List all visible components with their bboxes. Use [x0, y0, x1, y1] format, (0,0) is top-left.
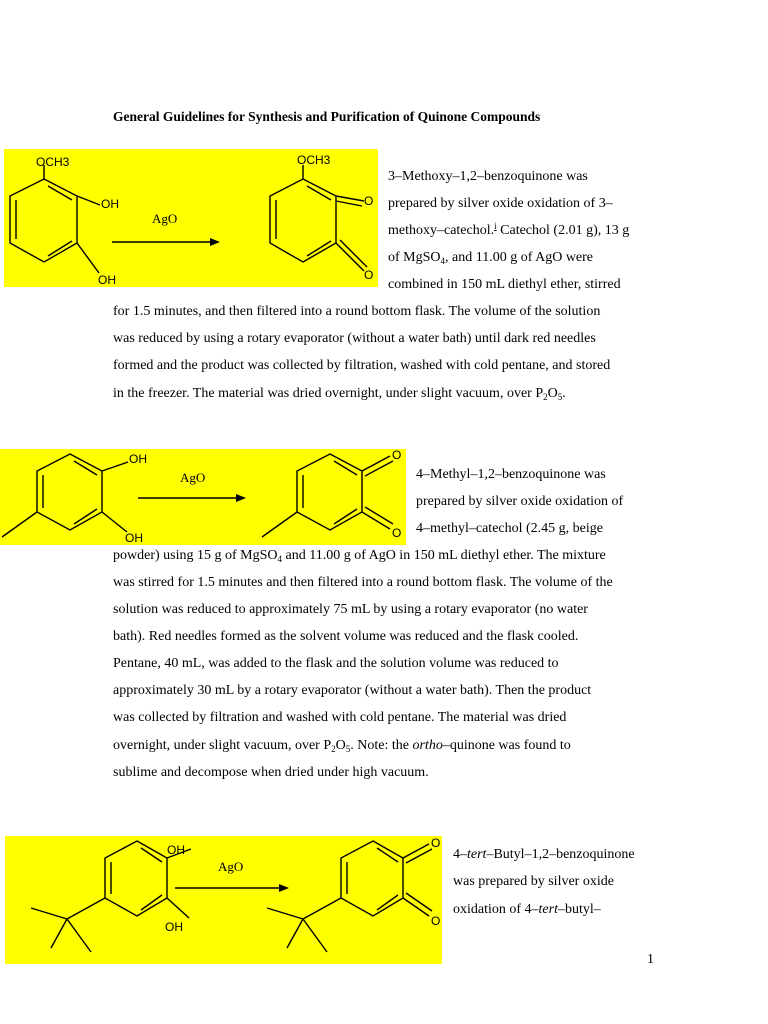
- carbonyl-label-top: O: [392, 449, 402, 462]
- page-title: General Guidelines for Synthesis and Purification of Quinone Compounds: [113, 109, 541, 124]
- paragraph-2-line: Pentane, 40 mL, was added to the flask and the solution volume was reduced to: [113, 656, 559, 671]
- methoxy-label-product: OCH3: [297, 153, 331, 167]
- paragraph-3-line: oxidation of 4–tert–butyl–: [453, 902, 601, 917]
- paragraph-1-line: formed and the product was collected by filtration, washed with cold pentane, and stored: [113, 358, 611, 373]
- paragraph-2-line: 4–methyl–catechol (2.45 g, beige: [416, 521, 603, 536]
- paragraph-2-line: solution was reduced to approximately 75 mL by using a rotary evaporator (no water: [113, 602, 588, 617]
- page-number: 1: [647, 952, 654, 967]
- scheme-1-drawing: [4, 149, 378, 287]
- reagent-label: AgO: [180, 470, 206, 485]
- paragraph-1-line: for 1.5 minutes, and then filtered into a round bottom flask. The volume of the solution: [113, 304, 601, 319]
- paragraph-3-line: 4–tert–Butyl–1,2–benzoquinone: [453, 847, 635, 862]
- highlight-box: [5, 836, 442, 964]
- paragraph-2-line: was collected by filtration and washed with cold pentane. The material was dried: [113, 710, 567, 725]
- carbonyl-label-bottom: O: [364, 268, 374, 282]
- reaction-scheme-2: [0, 449, 406, 545]
- highlight-box: [4, 149, 378, 287]
- paragraph-3-line: was prepared by silver oxide: [453, 874, 614, 889]
- paragraph-2-line: approximately 30 mL by a rotary evaporator (without a water bath). Then the product: [113, 683, 592, 698]
- paragraph-2-line: powder) using 15 g of MgSO$_4$ and 11.00 g of AgO in 150 mL diethyl ether. The mixture: [113, 548, 606, 564]
- hydroxyl-label-top: OH: [101, 197, 119, 211]
- paragraph-1-line: methoxy–catechol.$^i$ Catechol (2.01 g), 13 g: [388, 221, 630, 238]
- paragraph-2-line: 4–Methyl–1,2–benzoquinone was: [416, 467, 606, 482]
- paragraph-1-line: in the freezer. The material was dried overnight, under slight vacuum, over $P_2O_5$.: [113, 386, 566, 402]
- carbonyl-label-top: O: [364, 194, 374, 208]
- carbonyl-label-bottom: O: [392, 526, 402, 540]
- reaction-scheme-3: [5, 836, 442, 964]
- paragraph-2-line: was stirred for 1.5 minutes and then filtered into a round bottom flask. The volume of the: [113, 575, 613, 590]
- hydroxyl-label-bottom: OH: [125, 531, 143, 545]
- paragraph-1-line: 3–Methoxy–1,2–benzoquinone was: [388, 169, 588, 184]
- hydroxyl-label-bottom: OH: [98, 273, 116, 287]
- carbonyl-label-bottom: O: [431, 914, 441, 928]
- hydroxyl-label-top: OH: [167, 843, 185, 857]
- paragraph-1-line: was reduced by using a rotary evaporator (without a water bath) until dark red needles: [113, 331, 596, 346]
- highlight-box: [0, 449, 406, 545]
- footnote-ref[interactable]: i: [494, 221, 497, 231]
- reagent-label: AgO: [152, 211, 178, 226]
- methoxy-label: OCH3: [36, 155, 70, 169]
- paragraph-1-line: combined in 150 mL diethyl ether, stirred: [388, 277, 621, 292]
- paragraph-2-line: sublime and decompose when dried under high vacuum.: [113, 765, 429, 780]
- paragraph-2-line: prepared by silver oxide oxidation of: [416, 494, 624, 509]
- carbonyl-label-top: O: [431, 836, 441, 850]
- paragraph-2-line: bath). Red needles formed as the solvent volume was reduced and the flask cooled.: [113, 629, 579, 644]
- reagent-label: AgO: [218, 859, 244, 874]
- paragraph-1-line: of MgSO$_4$, and 11.00 g of AgO were: [388, 250, 594, 266]
- hydroxyl-label-top: OH: [129, 452, 147, 466]
- reaction-scheme-1: [4, 149, 378, 287]
- hydroxyl-label-bottom: OH: [165, 920, 183, 934]
- scheme-2-drawing: [0, 449, 406, 545]
- paragraph-2-line: overnight, under slight vacuum, over $P_2O_5$. Note: the ortho–quinone was found to: [113, 738, 571, 754]
- paragraph-1-line: prepared by silver oxide oxidation of 3–: [388, 196, 613, 211]
- scheme-3-drawing: [5, 836, 442, 964]
